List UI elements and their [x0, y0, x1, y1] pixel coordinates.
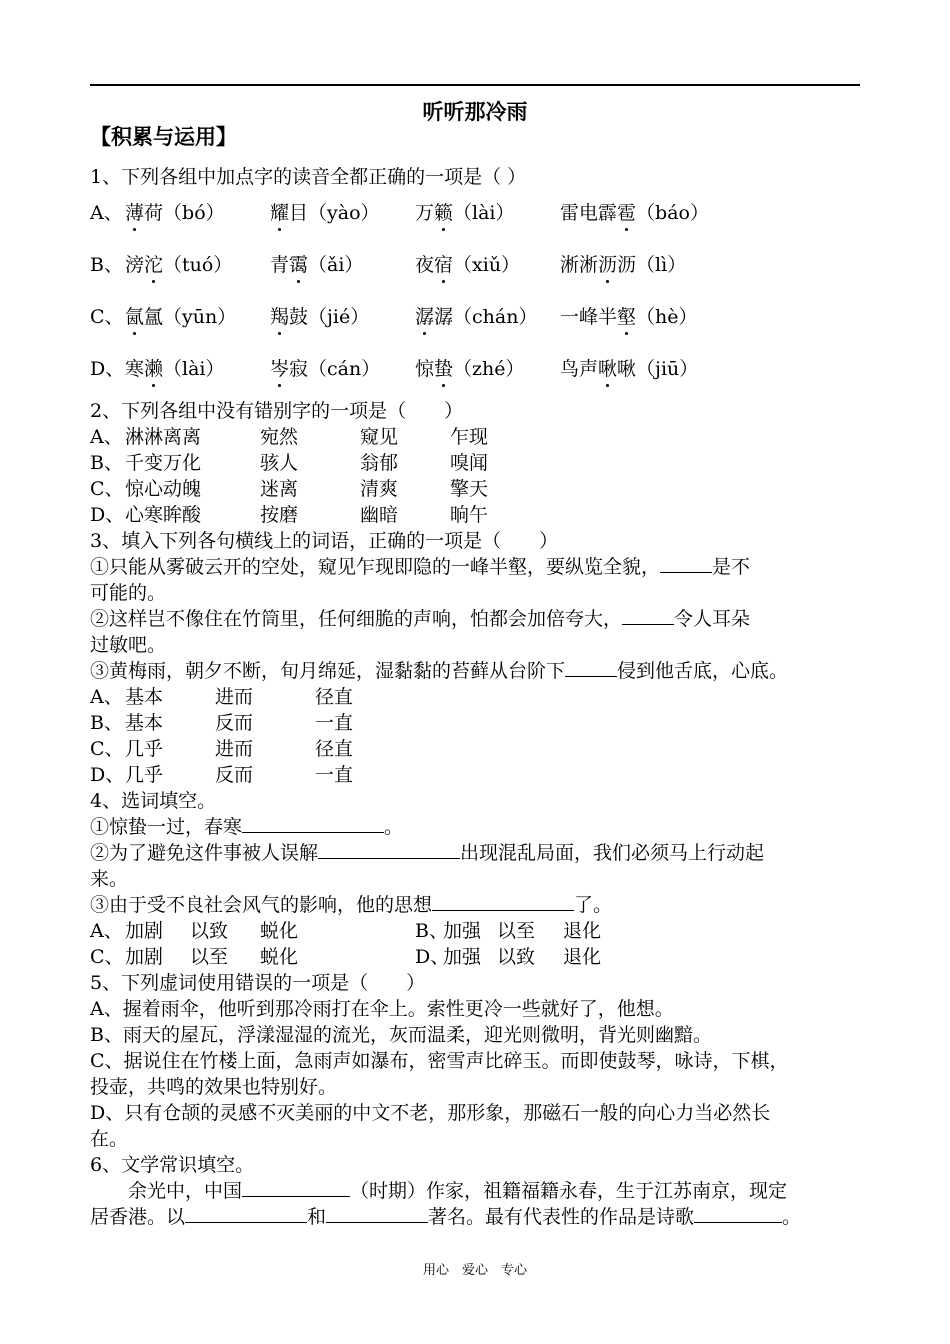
q3-sentence-2-cont: 过敏吧。	[90, 634, 167, 656]
q3-option-word: 进而	[215, 686, 254, 708]
q3-sentence-1: ①只能从雾破云开的空处，窥见乍现即隐的一峰半壑，要纵览全貌， 是不	[90, 556, 751, 578]
dotted-character: 潺	[415, 306, 435, 328]
dotted-character: 壑	[617, 306, 637, 328]
option-label: C、	[90, 946, 124, 968]
q3-option-word: 反而	[215, 712, 254, 734]
answer-blank[interactable]	[432, 892, 574, 911]
pinyin: （tuó）	[163, 254, 233, 276]
q3-sentence-1-cont: 可能的。	[90, 582, 167, 604]
answer-blank[interactable]	[694, 1204, 782, 1223]
q1-option-item	[125, 304, 236, 330]
dotted-character: 薄	[125, 202, 145, 224]
word-part: 鼓	[289, 306, 309, 328]
dotted-character: 沥	[598, 254, 618, 276]
answer-blank[interactable]	[242, 814, 384, 833]
q2-option-word: 骇人	[260, 452, 299, 474]
q6-stem: 6、文学常识填空。	[90, 1154, 255, 1176]
q5-option-c-cont: 投壶，共鸣的效果也特别好。	[90, 1076, 338, 1098]
pinyin: （cán）	[308, 358, 381, 380]
q5-option-a: A、握着雨伞，他听到那冷雨打在伞上。索性更冷一些就好了，他想。	[90, 998, 674, 1020]
q1-option-item	[415, 304, 537, 330]
q3-sentence-2: ②这样岂不像住在竹筒里，任何细脆的声响，怕都会加倍夸大， 令人耳朵	[90, 608, 751, 630]
q2-option-word: 嗅闻	[450, 452, 489, 474]
option-label: A、	[90, 920, 123, 942]
q4-option-word: 以至	[497, 920, 536, 942]
pinyin: （lì）	[636, 254, 687, 276]
q1-option-item	[560, 252, 686, 278]
page-footer: 用心 爱心 专心	[422, 1263, 527, 1278]
q5-option-c: C、据说住在竹楼上面，急雨声如瀑布，密雪声比碎玉。而即使鼓琴，咏诗，下棋，	[90, 1050, 789, 1072]
q3-option-word: 反而	[215, 764, 254, 786]
word-part: 万	[415, 202, 435, 224]
option-label: D、	[90, 764, 125, 786]
q3-option-word: 进而	[215, 738, 254, 760]
q6-paragraph-line-2: 居香港。以 和 著名。最有代表性的作品是诗歌 。	[90, 1206, 802, 1228]
dotted-character: 宿	[434, 254, 454, 276]
q2-option-word: 擎天	[450, 478, 489, 500]
q1-option-item	[270, 356, 380, 382]
option-label: D、	[415, 946, 450, 968]
q4-option-word: 蜕化	[260, 920, 299, 942]
q2-option-word: 淋淋离离	[125, 426, 202, 448]
word-part: 寒	[125, 358, 145, 380]
word-part: 鸟声	[560, 358, 599, 380]
q4-stem: 4、选词填空。	[90, 790, 217, 812]
option-label: C、	[90, 738, 124, 760]
pinyin: （chán）	[453, 306, 538, 328]
q4-sentence-1: ①惊蛰一过，春寒 。	[90, 816, 404, 838]
answer-blank[interactable]	[318, 840, 460, 859]
word-part: 啾	[617, 358, 637, 380]
option-label: A、	[90, 686, 123, 708]
option-label: B、	[415, 920, 448, 942]
q5-stem: 5、下列虚词使用错误的一项是（ ）	[90, 972, 426, 994]
word-part: 惊	[415, 358, 435, 380]
q2-stem: 2、下列各组中没有错别字的一项是（ ）	[90, 400, 464, 422]
q3-stem: 3、填入下列各句横线上的词语，正确的一项是（ ）	[90, 530, 559, 552]
pinyin: （jié）	[308, 306, 370, 328]
q5-option-b: B、雨天的屋瓦，浮漾湿湿的流光，灰而温柔，迎光则微明，背光则幽黯。	[90, 1024, 712, 1046]
q4-sentence-2-cont: 来。	[90, 868, 129, 890]
dotted-character: 啾	[598, 358, 618, 380]
word-part: 沥	[617, 254, 637, 276]
q2-option-word: 按磨	[260, 504, 299, 526]
q4-option-word: 蜕化	[260, 946, 299, 968]
word-part: 寂	[289, 358, 309, 380]
pinyin: （zhé）	[453, 358, 525, 380]
q1-option-item	[560, 304, 698, 330]
q4-option-word: 加剧	[125, 946, 164, 968]
q5-option-d-cont: 在。	[90, 1128, 129, 1150]
q1-option-item	[125, 200, 225, 226]
q1-option-item	[270, 252, 363, 278]
answer-blank[interactable]	[660, 554, 712, 573]
option-label: D、	[90, 504, 125, 526]
q3-option-word: 径直	[315, 738, 354, 760]
pinyin: （hè）	[636, 306, 698, 328]
pinyin: （báo）	[636, 202, 709, 224]
q2-option-word: 窥见	[360, 426, 399, 448]
dotted-character: 岑	[270, 358, 290, 380]
q4-sentence-3: ③由于受不良社会风气的影响，他的思想 了。	[90, 894, 613, 916]
answer-blank[interactable]	[185, 1204, 307, 1223]
dotted-character: 霭	[289, 254, 309, 276]
pinyin: （lài）	[453, 202, 515, 224]
pinyin: （jiū）	[636, 358, 699, 380]
q5-option-d: D、只有仓颉的灵感不灭美丽的中文不老，那形象，那磁石一般的向心力当必然长	[90, 1102, 771, 1124]
answer-blank[interactable]	[565, 658, 617, 677]
pinyin: （yào）	[308, 202, 380, 224]
q1-option-item	[415, 356, 525, 382]
word-part: 雷电霹	[560, 202, 618, 224]
dotted-character: 氤	[125, 306, 145, 328]
option-label: C、	[90, 306, 124, 328]
q2-option-word: 惊心动魄	[125, 478, 202, 500]
page-title: 听听那冷雨	[422, 100, 528, 124]
q4-sentence-2: ②为了避免这件事被人误解 出现混乱局面，我们必须马上行动起	[90, 842, 765, 864]
dotted-character: 蛰	[434, 358, 454, 380]
word-part: 滂	[125, 254, 145, 276]
dotted-character: 籁	[434, 202, 454, 224]
q2-option-word: 迷离	[260, 478, 299, 500]
word-part: 夜	[415, 254, 435, 276]
option-label: B、	[90, 254, 123, 276]
q4-option-word: 以致	[497, 946, 536, 968]
word-part: 荷	[144, 202, 164, 224]
q2-option-word: 翁郁	[360, 452, 399, 474]
word-part: 潺	[434, 306, 454, 328]
q3-option-word: 基本	[125, 686, 164, 708]
q2-option-word: 千变万化	[125, 452, 202, 474]
q1-option-item	[270, 304, 369, 330]
q2-option-word: 乍现	[450, 426, 489, 448]
q2-option-word: 幽暗	[360, 504, 399, 526]
q4-option-word: 以至	[190, 946, 229, 968]
q3-option-word: 几乎	[125, 738, 164, 760]
answer-blank[interactable]	[242, 1178, 350, 1197]
word-part: 目	[289, 202, 309, 224]
q3-option-word: 基本	[125, 712, 164, 734]
q4-option-word: 加剧	[125, 920, 164, 942]
header-rule	[90, 84, 860, 86]
q1-option-item	[560, 356, 698, 382]
pinyin: （ǎi）	[308, 254, 364, 276]
q3-option-word: 一直	[315, 764, 354, 786]
dotted-character: 耀	[270, 202, 290, 224]
q4-option-word: 以致	[190, 920, 229, 942]
q2-option-word: 宛然	[260, 426, 299, 448]
word-part: 青	[270, 254, 290, 276]
q6-paragraph-line-1: 余光中，中国 （时期）作家，祖籍福籍永春，生于江苏南京，现定	[128, 1180, 788, 1202]
word-part: 氲	[144, 306, 164, 328]
pinyin: （bó）	[163, 202, 225, 224]
q1-option-item	[560, 200, 709, 226]
q4-option-word: 加强	[443, 946, 482, 968]
q3-option-word: 一直	[315, 712, 354, 734]
q1-option-item	[415, 252, 520, 278]
option-label: A、	[90, 426, 123, 448]
answer-blank[interactable]	[622, 606, 674, 625]
pinyin: （lài）	[163, 358, 225, 380]
q1-option-item	[415, 200, 515, 226]
q4-option-word: 退化	[563, 946, 602, 968]
q1-stem: 1、下列各组中加点字的读音全都正确的一项是（ ）	[90, 166, 527, 188]
q3-option-word: 几乎	[125, 764, 164, 786]
pinyin: （yūn）	[163, 306, 237, 328]
q1-option-item	[125, 252, 232, 278]
dotted-character: 沱	[144, 254, 164, 276]
q2-option-word: 晌午	[450, 504, 489, 526]
option-label: B、	[90, 712, 123, 734]
dotted-character: 濑	[144, 358, 164, 380]
q4-option-word: 退化	[563, 920, 602, 942]
q1-option-item	[270, 200, 380, 226]
option-label: B、	[90, 452, 123, 474]
word-part: 淅淅	[560, 254, 599, 276]
option-label: C、	[90, 478, 124, 500]
option-label: D、	[90, 358, 125, 380]
section-heading: 【积累与运用】	[90, 125, 237, 149]
q2-option-word: 心寒眸酸	[125, 504, 202, 526]
option-label: A、	[90, 202, 123, 224]
q3-sentence-3: ③黄梅雨，朝夕不断，旬月绵延，湿黏黏的苔藓从台阶下 侵到他舌底，心底。	[90, 660, 789, 682]
q4-option-word: 加强	[443, 920, 482, 942]
dotted-character: 羯	[270, 306, 290, 328]
q1-option-item	[125, 356, 225, 382]
dotted-character: 雹	[617, 202, 637, 224]
pinyin: （xiǔ）	[453, 254, 521, 276]
q2-option-word: 清爽	[360, 478, 399, 500]
q3-option-word: 径直	[315, 686, 354, 708]
answer-blank[interactable]	[326, 1204, 428, 1223]
word-part: 一峰半	[560, 306, 618, 328]
